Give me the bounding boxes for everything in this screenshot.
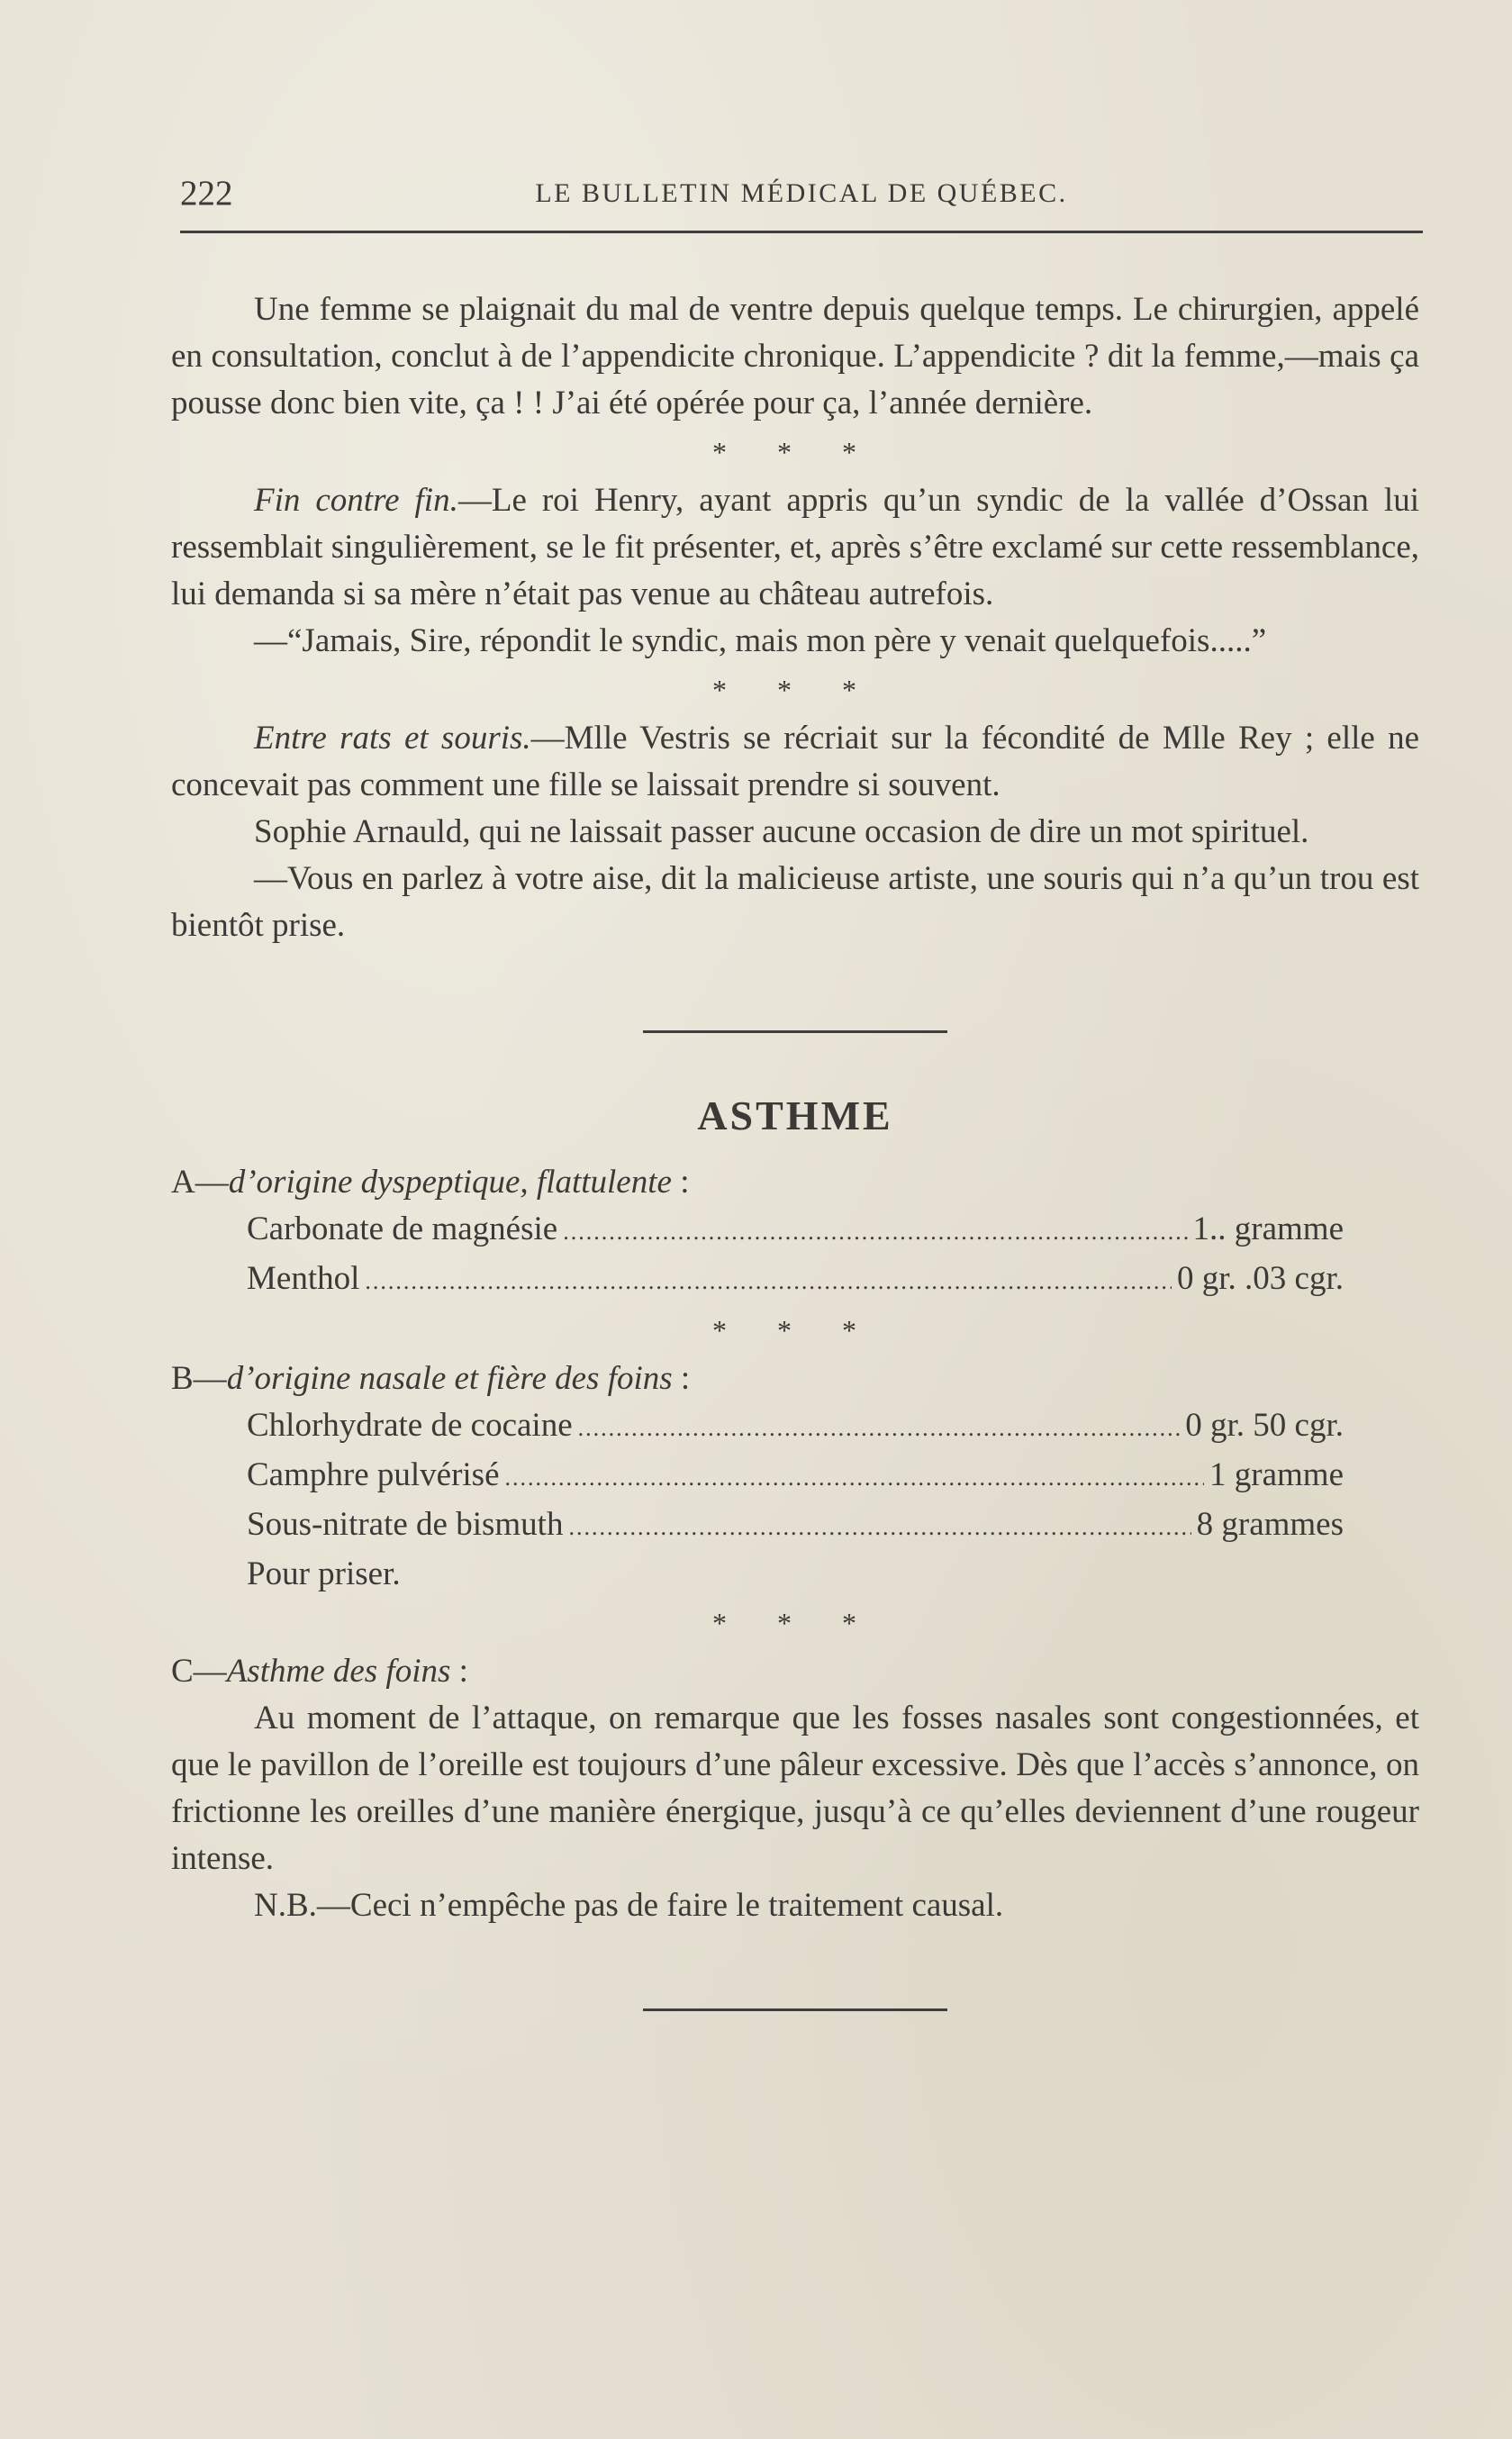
recipe-colon: : bbox=[671, 1164, 690, 1201]
page-body bbox=[171, 286, 1419, 2011]
anecdote-fin-contre-fin bbox=[171, 477, 1419, 618]
end-rule bbox=[643, 2008, 947, 2011]
anecdote-title: Entre rats et souris. bbox=[254, 720, 531, 757]
anecdote-appendicite: Une femme se plaignait du mal de ventre depuis quelque temps. Le chirurgien, appelé en consultation, conclut à de l’appendicite chronique. L’appendicite ? dit la femme,—mais ça pousse donc bien vite, ça ! ! J’ai été opérée pour ça, l’année dernière. bbox=[171, 291, 1419, 422]
ingredient-name: Camphre pulvérisé bbox=[247, 1456, 500, 1493]
leader-dots bbox=[563, 1209, 1187, 1256]
ingredient-dose: 0 gr. .03 cgr. bbox=[1177, 1260, 1344, 1297]
ingredient-name: Carbonate de magnésie bbox=[247, 1210, 558, 1247]
ingredient-name: Chlorhydrate de cocaine bbox=[247, 1407, 573, 1444]
anecdote-title: Fin contre fin. bbox=[254, 482, 458, 519]
anecdote-text: —Le roi Henry, ayant appris qu’un syndic de la vallée d’Ossan lui ressemblait singulièrement, se le fit présenter, et, après s’être exclamé sur cette ressemblance, lui demanda si sa mère n’était pas venue au château autrefois. bbox=[171, 482, 1419, 612]
leader-dots bbox=[568, 1504, 1191, 1551]
anecdote-paragraph: Sophie Arnauld, qui ne laissait passer aucune occasion de dire un mot spirituel. bbox=[254, 813, 1309, 850]
recipe-b-heading bbox=[171, 1356, 1419, 1402]
recipe-prefix: A— bbox=[171, 1164, 229, 1201]
recipe-a-heading bbox=[171, 1159, 1419, 1206]
page-number: 222 bbox=[180, 174, 233, 213]
recipe-c-nb: N.B.—Ceci n’empêche pas de faire le traitement causal. bbox=[254, 1887, 1004, 1924]
prescription-row bbox=[247, 1256, 1344, 1305]
anecdote-rats-souris bbox=[171, 715, 1419, 809]
recipe-colon: : bbox=[672, 1360, 691, 1397]
leader-dots bbox=[578, 1405, 1181, 1452]
section-separator: * * * bbox=[712, 1607, 878, 1639]
recipe-prefix: C— bbox=[171, 1653, 227, 1690]
anecdote-reply: —“Jamais, Sire, répondit le syndic, mais mon père y venait quelquefois.....” bbox=[254, 622, 1267, 659]
prescription-row bbox=[247, 1206, 1344, 1256]
prescription-row bbox=[247, 1452, 1344, 1501]
recipe-colon: : bbox=[450, 1653, 468, 1690]
ingredient-dose: 1 gramme bbox=[1209, 1456, 1344, 1493]
anecdote-text: —Mlle Vestris se récriait sur la fécondité de Mlle Rey ; elle ne concevait pas comment une fille se laissait prendre si souvent. bbox=[171, 720, 1419, 803]
prescription-row bbox=[247, 1501, 1344, 1551]
leader-dots bbox=[505, 1455, 1205, 1501]
recipe-prefix: B— bbox=[171, 1360, 227, 1397]
usage-note: Pour priser. bbox=[247, 1555, 401, 1592]
running-title: LE BULLETIN MÉDICAL DE QUÉBEC. bbox=[535, 178, 1068, 208]
recipe-c-text: Au moment de l’attaque, on remarque que les fosses nasales sont congestionnées, et que le pavillon de l’oreille est toujours d’une pâleur excessive. Dès que l’accès s’annonce, on frictionne les oreilles d’une manière énergique, jusqu’à ce qu’elles deviennent d’une rougeur intense. bbox=[171, 1700, 1419, 1877]
recipe-title: d’origine dyspeptique, flattulente bbox=[228, 1164, 672, 1201]
anecdote-paragraph: —Vous en parlez à votre aise, dit la malicieuse artiste, une souris qui n’a qu’un trou est bientôt prise. bbox=[171, 860, 1419, 944]
section-separator: * * * bbox=[712, 674, 878, 706]
leader-dots bbox=[365, 1258, 1172, 1305]
ingredient-name: Menthol bbox=[247, 1260, 360, 1297]
ingredient-dose: 8 grammes bbox=[1196, 1506, 1344, 1543]
ingredient-dose: 1.. gramme bbox=[1192, 1210, 1344, 1247]
recipe-title: d’origine nasale et fière des foins bbox=[226, 1360, 673, 1397]
page-header bbox=[180, 173, 1423, 218]
section-separator: * * * bbox=[712, 1314, 878, 1346]
header-rule bbox=[180, 231, 1423, 233]
section-separator: * * * bbox=[712, 436, 878, 468]
prescription-row bbox=[247, 1402, 1344, 1452]
ingredient-name: Sous-nitrate de bismuth bbox=[247, 1506, 564, 1543]
recipe-c-heading bbox=[171, 1648, 1419, 1695]
ingredient-dose: 0 gr. 50 cgr. bbox=[1185, 1407, 1344, 1444]
section-title-asthme: ASTHME bbox=[697, 1093, 893, 1138]
recipe-title: Asthme des foins bbox=[226, 1653, 451, 1690]
